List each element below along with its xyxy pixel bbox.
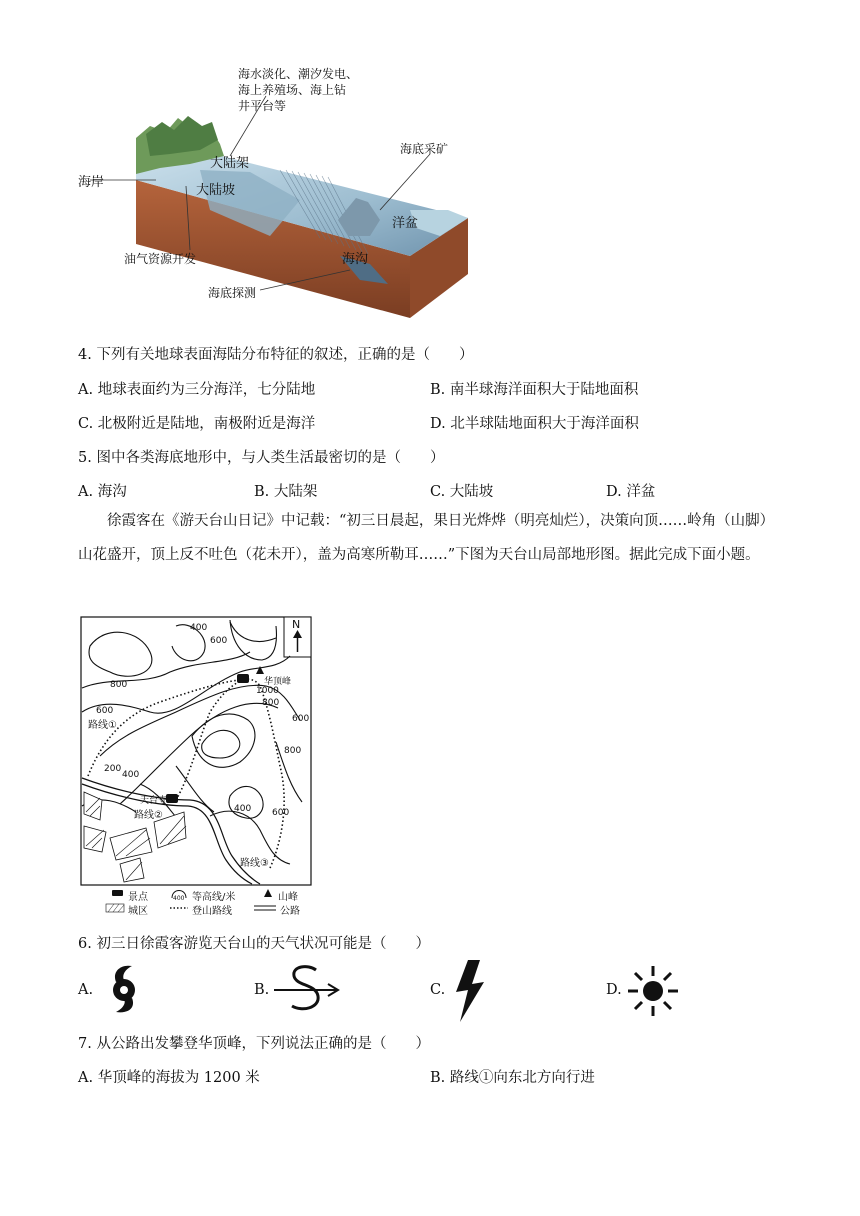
q5-option-b[interactable]: B. 大陆架 — [254, 484, 318, 500]
map-north-label: N — [292, 618, 301, 631]
topo-map-figure — [80, 616, 312, 916]
contour-label-1000: 1000 — [256, 686, 279, 696]
callout-uses — [238, 66, 358, 114]
q4-option-b[interactable]: B. 南半球海洋面积大于陆地面积 — [430, 382, 639, 398]
q4-option-d[interactable]: D. 北半球陆地面积大于海洋面积 — [430, 416, 639, 432]
q4-option-a[interactable]: A. 地球表面约为三分海洋，七分陆地 — [78, 382, 316, 398]
contour-label-600b: 600 — [292, 714, 310, 724]
legend-contour: 等高线/米 — [192, 892, 236, 903]
legend-peak: 山峰 — [278, 892, 298, 903]
map-route1-label: 路线① — [88, 720, 117, 731]
contour-label-400c: 400 — [234, 804, 252, 814]
label-shelf: 大陆架 — [210, 156, 250, 171]
q5-stem: 5. 图中各类海底地形中，与人类生活最密切的是（ ） — [78, 450, 445, 466]
contour-label-600d: 600 — [272, 808, 290, 818]
label-trench: 海沟 — [342, 252, 369, 267]
q7-stem: 7. 从公路出发攀登华顶峰，下列说法正确的是（ ） — [78, 1036, 430, 1052]
q4-stem: 4. 下列有关地球表面海陆分布特征的叙述，正确的是（ ） — [78, 347, 474, 363]
legend-contour-value: 400 — [173, 895, 185, 902]
label-mining: 海底采矿 — [400, 142, 449, 156]
q6-option-c[interactable]: C. — [430, 982, 446, 998]
q7-option-b[interactable]: B. 路线①向东北方向行进 — [430, 1070, 595, 1086]
q5-option-a[interactable]: A. 海沟 — [78, 484, 127, 500]
contour-label-400a: 400 — [190, 623, 208, 633]
contour-label-400b: 400 — [122, 770, 140, 780]
label-coast: 海岸 — [78, 175, 105, 190]
legend-city: 城区 — [128, 906, 148, 917]
contour-label-800a: 800 — [110, 680, 128, 690]
q6-option-a[interactable]: A. — [78, 982, 94, 998]
callout-line-1: 海水淡化、潮汐发电、 — [238, 67, 359, 81]
label-basin: 洋盆 — [392, 216, 419, 231]
callout-line-2: 海上养殖场、海上钻 — [238, 83, 347, 97]
sunny-icon — [626, 964, 680, 1018]
contour-label-600a: 600 — [210, 636, 228, 646]
contour-label-800c: 800 — [284, 746, 302, 756]
q5-option-d[interactable]: D. 洋盆 — [606, 484, 656, 500]
typhoon-icon — [102, 962, 146, 1014]
map-peak-label: 华顶峰 — [264, 677, 292, 687]
contour-label-200: 200 — [104, 764, 122, 774]
callout-line-3: 井平台等 — [238, 99, 287, 113]
q5-option-c[interactable]: C. 大陆坡 — [430, 484, 494, 500]
passage-text: 徐霞客在《游天台山日记》中记载：“初三日晨起，果日光烨烨（明亮灿烂），决策向顶……岭角（山脚）山花盛开，顶上反不吐色（花未开），盖为高寒所勒耳……”下图为天台山局部地形图。据此完成下面小题。 — [78, 513, 775, 563]
legend-scenic: 景点 — [128, 892, 148, 903]
q4-option-c[interactable]: C. 北极附近是陆地，南极附近是海洋 — [78, 416, 316, 432]
q6-option-d[interactable]: D. — [606, 982, 622, 998]
label-explore: 海底探测 — [208, 286, 257, 300]
map-route3-label: 路线③ — [240, 858, 269, 869]
map-temple-label: 天台寺 — [140, 796, 168, 806]
label-slope: 大陆坡 — [196, 183, 236, 198]
q7-option-a[interactable]: A. 华顶峰的海拔为 1200 米 — [78, 1070, 260, 1086]
label-oil: 油气资源开发 — [124, 252, 197, 266]
lightning-icon — [450, 958, 490, 1024]
legend-road: 公路 — [280, 906, 300, 917]
ocean-floor-figure — [70, 60, 490, 322]
map-route2-label: 路线② — [134, 810, 163, 821]
q6-stem: 6. 初三日徐霞客游览天台山的天气状况可能是（ ） — [78, 936, 430, 952]
sandstorm-icon — [272, 962, 342, 1018]
contour-label-800b: 800 — [262, 698, 280, 708]
legend-trail: 登山路线 — [192, 906, 232, 917]
contour-label-600c: 600 — [96, 706, 114, 716]
q6-option-b[interactable]: B. — [254, 982, 270, 998]
